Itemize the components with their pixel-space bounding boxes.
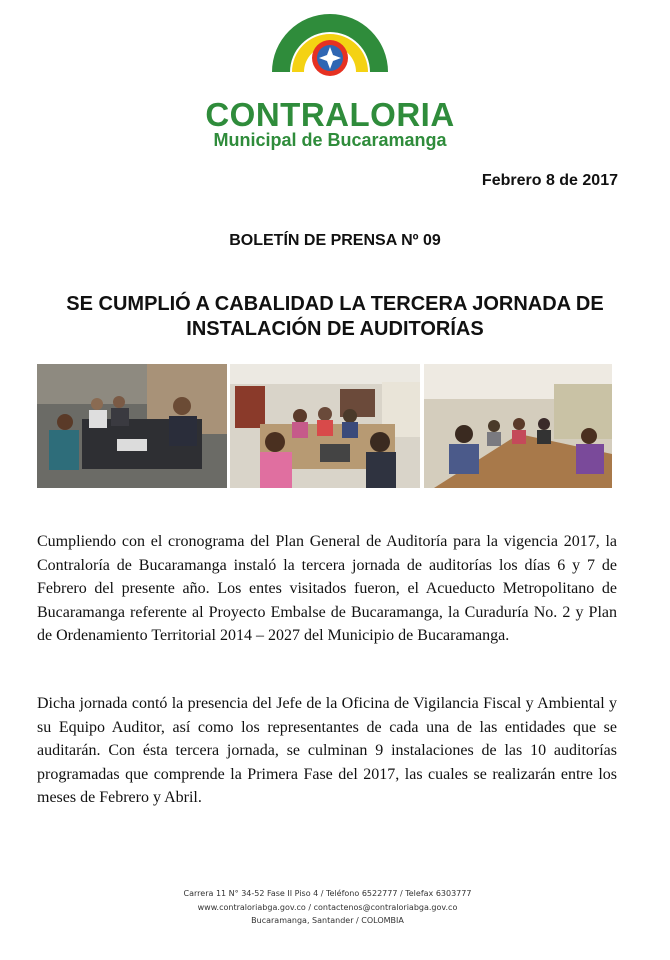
footer-address: Carrera 11 N° 34-52 Fase II Piso 4 / Teléfono 6522777 / Telefax 6303777 [183,889,472,898]
meeting-photo-3 [424,364,612,488]
meeting-photo-1 [37,364,227,488]
contraloria-logo [180,10,480,150]
body-paragraph-1: Cumpliendo con el cronograma del Plan General de Auditoría para la vigencia 2017, la Contraloría de Bucaramanga instaló la tercera jornada de auditorías los días 6 y 7 de Febrero del presente año. Los entes visitados fueron, el Acueducto Metropolitano de Bucaramanga referente al Proyecto Embalse de Bucaramanga, la Curaduría No. 2 y Plan de Ordenamiento Territorial 2014 – 2027 del Municipio de Bucaramanga. [37,533,617,644]
body-paragraph-2: Dicha jornada contó la presencia del Jefe de la Oficina de Vigilancia Fiscal y Ambiental y su Equipo Auditor, así como los representantes de cada una de las entidades que se auditarán. Con ésta tercera jornada, se culminan 9 instalaciones de las 10 auditorías programadas que comprende la Primera Fase del 2017, las cuales se realizarán entre los meses de Febrero y Abril. [37,695,617,806]
footer-location: Bucaramanga, Santander / COLOMBIA [251,916,404,925]
headline: SE CUMPLIÓ A CABALIDAD LA TERCERA JORNADA DE INSTALACIÓN DE AUDITORÍAS [66,293,604,340]
meeting-photo-2 [230,364,420,488]
photo-strip [37,364,612,488]
footer-contact: www.contraloriabga.gov.co / contactenos@contraloriabga.gov.co [197,903,458,912]
logo-emblem [270,10,390,80]
document-date: Febrero 8 de 2017 [481,172,618,189]
bulletin-number: BOLETÍN DE PRENSA Nº 09 [229,232,441,249]
logo-title: CONTRALORIA [205,96,455,133]
logo-subtitle: Municipal de Bucaramanga [213,130,447,150]
